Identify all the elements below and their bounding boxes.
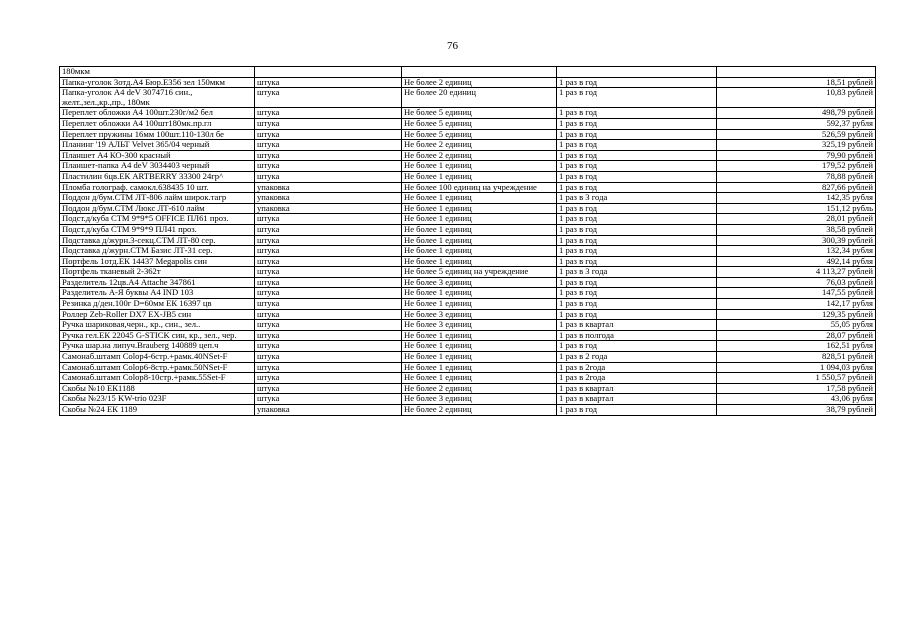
item-name-cell: Подст.д/куба СТМ 9*9*5 OFFICE ПЛ61 проз. xyxy=(60,214,255,225)
table-row xyxy=(60,108,876,119)
item-name-cell: Скобы №10 ЕК1188 xyxy=(60,383,255,394)
unit-cell: штука xyxy=(255,394,402,405)
frequency-cell: 1 раз в 3 года xyxy=(557,193,717,204)
frequency-cell: 1 раз в год xyxy=(557,256,717,267)
price-cell: 43,06 рубля xyxy=(717,394,876,405)
unit-cell: штука xyxy=(255,224,402,235)
table-row xyxy=(60,341,876,352)
item-name-cell: Переплет обложки А4 100шт.230г/м2 бел xyxy=(60,108,255,119)
quantity-cell: Не более 1 единиц xyxy=(402,235,557,246)
unit-cell: штука xyxy=(255,277,402,288)
table-row xyxy=(60,362,876,373)
frequency-cell: 1 раз в год xyxy=(557,214,717,225)
price-cell: 142,17 рубля xyxy=(717,299,876,310)
quantity-cell: Не более 1 единиц xyxy=(402,288,557,299)
item-name-cell: Переплет обложки А4 100шт180мк.пр.гл xyxy=(60,118,255,129)
item-name-cell: Планшет А4 КО-300 красный xyxy=(60,150,255,161)
frequency-cell: 1 раз в квартал xyxy=(557,320,717,331)
frequency-cell: 1 раз в год xyxy=(557,182,717,193)
quantity-cell: Не более 1 единиц xyxy=(402,362,557,373)
quantity-cell xyxy=(402,67,557,78)
unit-cell: упаковка xyxy=(255,182,402,193)
price-cell: 1 094,03 рубля xyxy=(717,362,876,373)
table-row xyxy=(60,118,876,129)
item-name-cell: Самонаб.штамп Colop6-8стр.+рамк.50NSet-F xyxy=(60,362,255,373)
frequency-cell: 1 раз в 2года xyxy=(557,362,717,373)
item-name-cell: Ручка гел.ЕК 22045 G-STICK син, кр., зел., чер. xyxy=(60,330,255,341)
item-name-cell: Разделитель 12цв.А4 Attache 347861 xyxy=(60,277,255,288)
table-row xyxy=(60,77,876,88)
item-name-cell: Резинка д/ден.100г D=60мм ЕК 16397 цв xyxy=(60,299,255,310)
price-cell: 1 550,57 рублей xyxy=(717,373,876,384)
table-body xyxy=(60,67,876,416)
quantity-cell: Не более 3 единиц xyxy=(402,320,557,331)
item-name-cell: Портфель 1отд.ЕК 14437 Megapolis син xyxy=(60,256,255,267)
item-name-cell: Ручка шариковая,черн., кр., син., зел.. xyxy=(60,320,255,331)
table-row xyxy=(60,352,876,363)
item-name-cell: Ручка шар.на липуч.Brauberg 140889 цеп.ч xyxy=(60,341,255,352)
quantity-cell: Не более 1 единиц xyxy=(402,330,557,341)
item-name-cell: 180мкм xyxy=(60,67,255,78)
frequency-cell: 1 раз в год xyxy=(557,140,717,151)
frequency-cell: 1 раз в год xyxy=(557,118,717,129)
table-row xyxy=(60,193,876,204)
quantity-cell: Не более 5 единиц на учреждение xyxy=(402,267,557,278)
frequency-cell: 1 раз в год xyxy=(557,150,717,161)
unit-cell: штука xyxy=(255,330,402,341)
unit-cell: штука xyxy=(255,171,402,182)
table-row xyxy=(60,171,876,182)
unit-cell: штука xyxy=(255,362,402,373)
item-name-cell: Скобы №23/15 KW-trio 023F xyxy=(60,394,255,405)
price-cell: 18,51 рублей xyxy=(717,77,876,88)
table-row xyxy=(60,330,876,341)
item-name-cell: Планшет-папка А4 deV 3034403 черный xyxy=(60,161,255,172)
unit-cell: штука xyxy=(255,373,402,384)
table-row xyxy=(60,224,876,235)
frequency-cell: 1 раз в год xyxy=(557,309,717,320)
item-name-cell: Портфель тканевый 2-362т xyxy=(60,267,255,278)
unit-cell: штука xyxy=(255,352,402,363)
unit-cell: упаковка xyxy=(255,203,402,214)
frequency-cell: 1 раз в год xyxy=(557,108,717,119)
frequency-cell: 1 раз в год xyxy=(557,129,717,140)
table-row xyxy=(60,277,876,288)
price-cell: 492,14 рубля xyxy=(717,256,876,267)
item-name-cell: Пломба голограф. самокл.638435 10 шт. xyxy=(60,182,255,193)
price-cell: 498,79 рублей xyxy=(717,108,876,119)
unit-cell: штука xyxy=(255,267,402,278)
price-cell xyxy=(717,67,876,78)
item-name-cell: Поддон д/бум.СТМ Люкс ЛТ-610 лайм xyxy=(60,203,255,214)
quantity-cell: Не более 3 единиц xyxy=(402,309,557,320)
price-cell: 55,05 рубля xyxy=(717,320,876,331)
price-cell: 142,35 рубля xyxy=(717,193,876,204)
frequency-cell: 1 раз в 2 года xyxy=(557,352,717,363)
quantity-cell: Не более 2 единиц xyxy=(402,140,557,151)
quantity-cell: Не более 1 единиц xyxy=(402,246,557,257)
unit-cell: упаковка xyxy=(255,193,402,204)
frequency-cell: 1 раз в год xyxy=(557,88,717,108)
price-cell: 325,19 рублей xyxy=(717,140,876,151)
price-cell: 28,01 рублей xyxy=(717,214,876,225)
quantity-cell: Не более 1 единиц xyxy=(402,352,557,363)
price-cell: 76,03 рублей xyxy=(717,277,876,288)
unit-cell: штука xyxy=(255,150,402,161)
table-row xyxy=(60,256,876,267)
item-name-cell: Планинг '19 АЛЬТ Velvet 365/04 черный xyxy=(60,140,255,151)
table-row xyxy=(60,161,876,172)
quantity-cell: Не более 1 единиц xyxy=(402,299,557,310)
quantity-cell: Не более 5 единиц xyxy=(402,129,557,140)
unit-cell: штука xyxy=(255,108,402,119)
item-name-cell: Подст.д/куба СТМ 9*9*9 ПЛ41 проз. xyxy=(60,224,255,235)
price-cell: 78,88 рублей xyxy=(717,171,876,182)
quantity-cell: Не более 2 единиц xyxy=(402,77,557,88)
quantity-cell: Не более 1 единиц xyxy=(402,256,557,267)
price-cell: 79,90 рублей xyxy=(717,150,876,161)
unit-cell: штука xyxy=(255,161,402,172)
table-row xyxy=(60,383,876,394)
quantity-cell: Не более 1 единиц xyxy=(402,203,557,214)
unit-cell: штука xyxy=(255,320,402,331)
item-name-cell: Самонаб.штамп Colop8-10стр.+рамк.55Set-F xyxy=(60,373,255,384)
table-row xyxy=(60,394,876,405)
quantity-cell: Не более 1 единиц xyxy=(402,224,557,235)
unit-cell: штука xyxy=(255,299,402,310)
table-row xyxy=(60,288,876,299)
item-name-cell: Переплет пружины 16мм 100шт.110-130л бе xyxy=(60,129,255,140)
frequency-cell: 1 раз в год xyxy=(557,171,717,182)
frequency-cell: 1 раз в год xyxy=(557,246,717,257)
item-name-cell: Разделитель А-Я буквы А4 IND 103 xyxy=(60,288,255,299)
frequency-cell: 1 раз в год xyxy=(557,277,717,288)
price-cell: 151,12 рубль xyxy=(717,203,876,214)
price-cell: 129,35 рублей xyxy=(717,309,876,320)
price-cell: 28,07 рублей xyxy=(717,330,876,341)
price-cell: 179,52 рублей xyxy=(717,161,876,172)
quantity-cell: Не более 1 единиц xyxy=(402,214,557,225)
price-cell: 38,79 рублей xyxy=(717,405,876,416)
table-row xyxy=(60,67,876,78)
table-row xyxy=(60,203,876,214)
table-row xyxy=(60,235,876,246)
unit-cell: штука xyxy=(255,288,402,299)
price-cell: 162,51 рубля xyxy=(717,341,876,352)
frequency-cell: 1 раз в год xyxy=(557,224,717,235)
item-name-cell: Поддон д/бум.СТМ ЛТ-806 лайм широк.тагр xyxy=(60,193,255,204)
unit-cell: штука xyxy=(255,246,402,257)
unit-cell: штука xyxy=(255,341,402,352)
unit-cell: штука xyxy=(255,118,402,129)
quantity-cell: Не более 2 единиц xyxy=(402,383,557,394)
unit-cell: штука xyxy=(255,235,402,246)
unit-cell: штука xyxy=(255,309,402,320)
frequency-cell: 1 раз в год xyxy=(557,161,717,172)
price-cell: 10,83 рублей xyxy=(717,88,876,108)
frequency-cell: 1 раз в год xyxy=(557,299,717,310)
table-row xyxy=(60,129,876,140)
unit-cell: штука xyxy=(255,214,402,225)
table-row xyxy=(60,182,876,193)
price-cell: 4 113,27 рублей xyxy=(717,267,876,278)
price-cell: 132,34 рубля xyxy=(717,246,876,257)
price-cell: 526,59 рублей xyxy=(717,129,876,140)
quantity-cell: Не более 1 единиц xyxy=(402,171,557,182)
quantity-cell: Не более 1 единиц xyxy=(402,341,557,352)
unit-cell: штука xyxy=(255,140,402,151)
quantity-cell: Не более 3 единиц xyxy=(402,394,557,405)
table-row xyxy=(60,140,876,151)
unit-cell: штука xyxy=(255,256,402,267)
item-name-cell: Скобы №24 ЕК 1189 xyxy=(60,405,255,416)
unit-cell: штука xyxy=(255,88,402,108)
quantity-cell: Не более 1 единиц xyxy=(402,373,557,384)
frequency-cell: 1 раз в 2года xyxy=(557,373,717,384)
frequency-cell: 1 раз в год xyxy=(557,203,717,214)
item-name-cell: Роллер Zeb-Roller DX7 EX-JB5 син xyxy=(60,309,255,320)
item-name-cell: Папка-уголок 3отд.А4 Бюр.E356 зел 150мкм xyxy=(60,77,255,88)
quantity-cell: Не более 5 единиц xyxy=(402,108,557,119)
table-row xyxy=(60,214,876,225)
table-row xyxy=(60,246,876,257)
quantity-cell: Не более 2 единиц xyxy=(402,405,557,416)
unit-cell: штука xyxy=(255,77,402,88)
item-name-cell: Папка-уголок А4 deV 3074716 син., желт.,зел.,кр.,пр., 180мк xyxy=(60,88,255,108)
frequency-cell xyxy=(557,67,717,78)
item-name-cell: Подставка д/журн.3-секц.СТМ ЛТ-80 сер. xyxy=(60,235,255,246)
frequency-cell: 1 раз в год xyxy=(557,341,717,352)
table-row xyxy=(60,299,876,310)
price-cell: 38,58 рублей xyxy=(717,224,876,235)
table-row xyxy=(60,309,876,320)
frequency-cell: 1 раз в квартал xyxy=(557,394,717,405)
unit-cell: штука xyxy=(255,383,402,394)
unit-cell: штука xyxy=(255,129,402,140)
frequency-cell: 1 раз в квартал xyxy=(557,383,717,394)
frequency-cell: 1 раз в полгода xyxy=(557,330,717,341)
quantity-cell: Не более 5 единиц xyxy=(402,118,557,129)
table-row xyxy=(60,267,876,278)
price-cell: 300,39 рублей xyxy=(717,235,876,246)
quantity-cell: Не более 100 единиц на учреждение xyxy=(402,182,557,193)
quantity-cell: Не более 2 единиц xyxy=(402,150,557,161)
table-row xyxy=(60,88,876,108)
price-cell: 17,58 рублей xyxy=(717,383,876,394)
page-number: 76 xyxy=(447,40,458,52)
quantity-cell: Не более 1 единиц xyxy=(402,193,557,204)
table-row xyxy=(60,405,876,416)
unit-cell xyxy=(255,67,402,78)
item-name-cell: Подставка д/журн.СТМ Базис ЛТ-31 сер. xyxy=(60,246,255,257)
table-row xyxy=(60,373,876,384)
price-cell: 827,66 рублей xyxy=(717,182,876,193)
supply-norms-table xyxy=(59,66,876,416)
frequency-cell: 1 раз в год xyxy=(557,288,717,299)
quantity-cell: Не более 20 единиц xyxy=(402,88,557,108)
price-cell: 592,37 рубля xyxy=(717,118,876,129)
item-name-cell: Самонаб.штамп Colop4-6стр.+рамк.40NSet-F xyxy=(60,352,255,363)
unit-cell: упаковка xyxy=(255,405,402,416)
quantity-cell: Не более 3 единиц xyxy=(402,277,557,288)
quantity-cell: Не более 1 единиц xyxy=(402,161,557,172)
table-row xyxy=(60,150,876,161)
price-cell: 828,51 рублей xyxy=(717,352,876,363)
frequency-cell: 1 раз в год xyxy=(557,405,717,416)
frequency-cell: 1 раз в год xyxy=(557,77,717,88)
item-name-cell: Пластилин 6цв.ЕК ARTBERRY 33300 24гр^ xyxy=(60,171,255,182)
table-row xyxy=(60,320,876,331)
frequency-cell: 1 раз в 3 года xyxy=(557,267,717,278)
frequency-cell: 1 раз в год xyxy=(557,235,717,246)
price-cell: 147,55 рублей xyxy=(717,288,876,299)
